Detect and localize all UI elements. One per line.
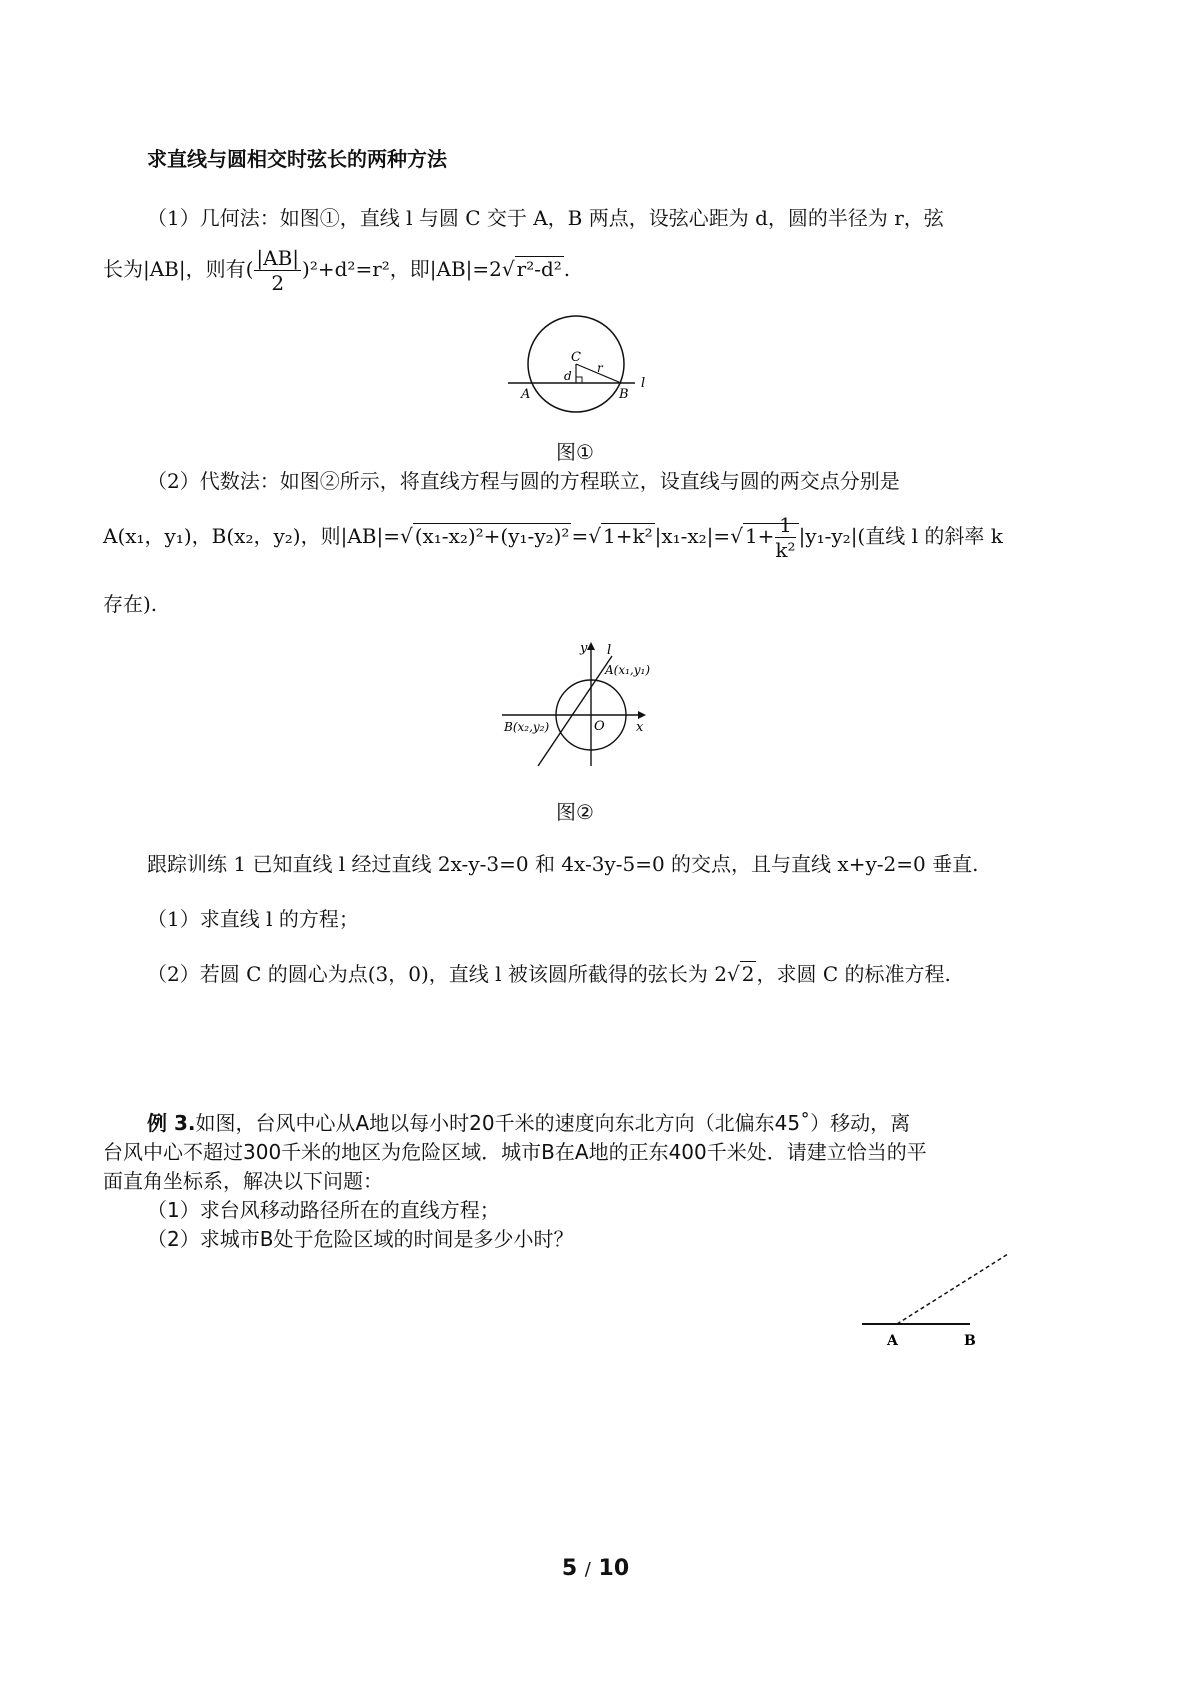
example3-q1: （1）求台风移动路径所在的直线方程； — [147, 1198, 500, 1222]
one-over-k2-fraction — [775, 513, 795, 562]
sqrt-2-content: 2 — [741, 962, 755, 986]
abs-y-diff: |y₁-y₂|(直线 l 的斜率 k — [798, 524, 1003, 548]
sqrt-distance-content: (x₁-x₂)²+(y₁-y₂)² — [414, 524, 570, 548]
label-y: y — [580, 641, 588, 656]
page-number — [0, 1556, 1191, 1581]
method2-line1: （2）代数法：如图②所示，将直线方程与圆的方程联立，设直线与圆的两交点分别是 — [147, 469, 900, 493]
sqrt-1-plus-inv-k2: √ 1+ $\frac{1}{\text{k²}}$ — [730, 512, 798, 562]
right-angle-mark — [576, 377, 582, 383]
practice-q2 — [147, 960, 951, 988]
label-r: r — [597, 361, 603, 375]
label-a: A — [521, 387, 531, 402]
method1-line2 — [103, 246, 570, 295]
method1-mid: )²+d²=r²，即|AB|=2 — [302, 257, 502, 281]
practice-q2-prefix: （2）若圆 C 的圆心为点(3，0)，直线 l 被该圆所截得的弦长为 2 — [147, 962, 727, 986]
sqrt-2: √ 2 — [727, 962, 755, 986]
example3-line2: 台风中心不超过300千米的地区为危险区域．城市B在A地的正东400千米处．请建立恰当的平 — [103, 1140, 927, 1164]
example3-line1-text: 如图，台风中心从A地以每小时20千米的速度向东北方向（北偏东45˚）移动，离 — [195, 1111, 911, 1135]
label-a: A — [887, 1333, 898, 1349]
example3-lead: 例 3. — [147, 1111, 196, 1135]
abs-x-diff: |x₁-x₂|= — [654, 524, 731, 548]
sqrt3-lead: 1+ — [744, 524, 775, 548]
method1-end: . — [563, 257, 571, 281]
example3-line3: 面直角坐标系，解决以下问题： — [103, 1169, 383, 1193]
line-l — [538, 656, 612, 766]
typhoon-path — [897, 1254, 1008, 1324]
sqrt-r2-d2: √ r²-d² — [501, 257, 562, 281]
sqrt-distance: √ (x₁-x₂)²+(y₁-y₂)² — [399, 524, 570, 548]
page-total: 10 — [598, 1556, 630, 1581]
y-axis-arrow — [587, 642, 595, 650]
figure-2-caption: 图② — [556, 800, 594, 824]
label-x: x — [636, 720, 644, 735]
label-b: B — [619, 387, 629, 402]
practice-q1: （1）求直线 l 的方程； — [147, 907, 359, 931]
label-c: C — [571, 350, 581, 365]
one-over-k2-num: 1 — [775, 513, 795, 538]
label-b: B(x₂,y₂) — [504, 720, 550, 734]
example3-q2: （2）求城市B处于危险区域的时间是多少小时？ — [147, 1227, 574, 1251]
figure-2-diagram — [500, 636, 660, 771]
fraction-numerator: |AB| — [256, 246, 300, 270]
method1-prefix: 长为|AB|，则有( — [103, 257, 254, 281]
equals-sign: = — [571, 524, 589, 548]
practice-line1: 跟踪训练 1 已知直线 l 经过直线 2x-y-3=0 和 4x-3y-5=0 的交点，且与直线 x+y-2=0 垂直. — [147, 852, 979, 876]
one-over-k2-den: k² — [775, 538, 796, 562]
sqrt-1-plus-k2: √ 1+k² — [588, 524, 653, 548]
practice-q2-suffix: ，求圆 C 的标准方程. — [756, 962, 951, 986]
page-current: 5 — [561, 1556, 578, 1581]
label-l: l — [607, 643, 612, 658]
sqrt-1-plus-inv-k2-content — [743, 513, 799, 562]
fraction-denominator: 2 — [271, 271, 285, 295]
example3-line1 — [147, 1109, 910, 1137]
figure-1-diagram — [505, 312, 660, 422]
sqrt-1-plus-k2-content: 1+k² — [602, 524, 653, 548]
method2-points: A(x₁，y₁)，B(x₂，y₂)，则|AB|= — [103, 524, 400, 548]
ab-over-2-fraction — [254, 246, 301, 295]
x-axis-arrow — [638, 711, 646, 719]
label-d: d — [564, 369, 572, 383]
method1-line1: （1）几何法：如图①，直线 l 与圆 C 交于 A，B 两点，设弦心距为 d，圆的半径为 r，弦 — [147, 206, 944, 230]
label-l: l — [641, 376, 646, 391]
example3-diagram — [860, 1250, 1020, 1355]
method2-line3: 存在). — [103, 592, 158, 616]
label-b: B — [964, 1333, 976, 1349]
figure-1-caption: 图① — [556, 440, 594, 464]
label-o: O — [594, 719, 605, 734]
section-title: 求直线与圆相交时弦长的两种方法 — [147, 147, 447, 171]
method2-line2 — [103, 512, 1003, 562]
page-separator: / — [584, 1559, 591, 1580]
label-a: A(x₁,y₁) — [605, 663, 651, 677]
sqrt-content: r²-d² — [516, 257, 562, 281]
